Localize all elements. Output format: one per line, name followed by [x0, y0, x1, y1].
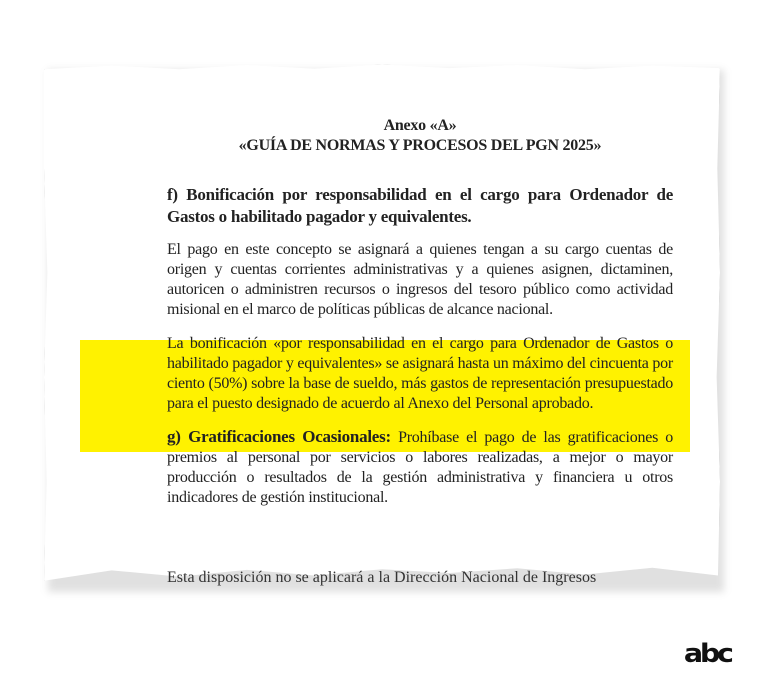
- section-f-heading: f) Bonificación por responsabilidad en el cargo para Ordenador de Gastos o habilitado pagador y equivalentes.: [167, 185, 673, 226]
- annex-title: Anexo «A»: [383, 117, 457, 134]
- section-f-paragraph-1: El pago en este concepto se asignará a quienes tengan a su cargo cuentas de origen y cuentas corrientes administrativas y a quienes asignen, dictaminen, autoricen o administren recursos o ingresos del tesoro público como actividad misional en el marco de políticas públicas de alcance nacional.: [167, 241, 673, 318]
- section-g-text: Prohíbase el pago de las gratificaciones o premios al personal por servicios o labores realizadas, a mejor o mayor producción o resultados de la gestión administrativa y financiera u otros indicadores de gestión institucional.: [167, 429, 673, 506]
- abc-logo: abc: [683, 639, 731, 669]
- document-body: [167, 116, 673, 508]
- section-g-heading: g) Gratificaciones Ocasionales:: [167, 427, 391, 446]
- section-g-paragraph: [167, 426, 673, 508]
- cut-off-line: Esta disposición no se aplicará a la Dirección Nacional de Ingresos: [167, 569, 597, 586]
- annex-subtitle: «GUÍA DE NORMAS Y PROCESOS DEL PGN 2025»: [238, 137, 602, 154]
- section-f-paragraph-2-highlighted: La bonificación «por responsabilidad en el cargo para Ordenador de Gastos o habilitado pagador y equivalentes» se asignará hasta un máximo del cincuenta por ciento (50%) sobre la base de sueldo, más gastos de representación presupuestado para el puesto designado de acuerdo al Anexo del Personal aprobado.: [167, 335, 673, 412]
